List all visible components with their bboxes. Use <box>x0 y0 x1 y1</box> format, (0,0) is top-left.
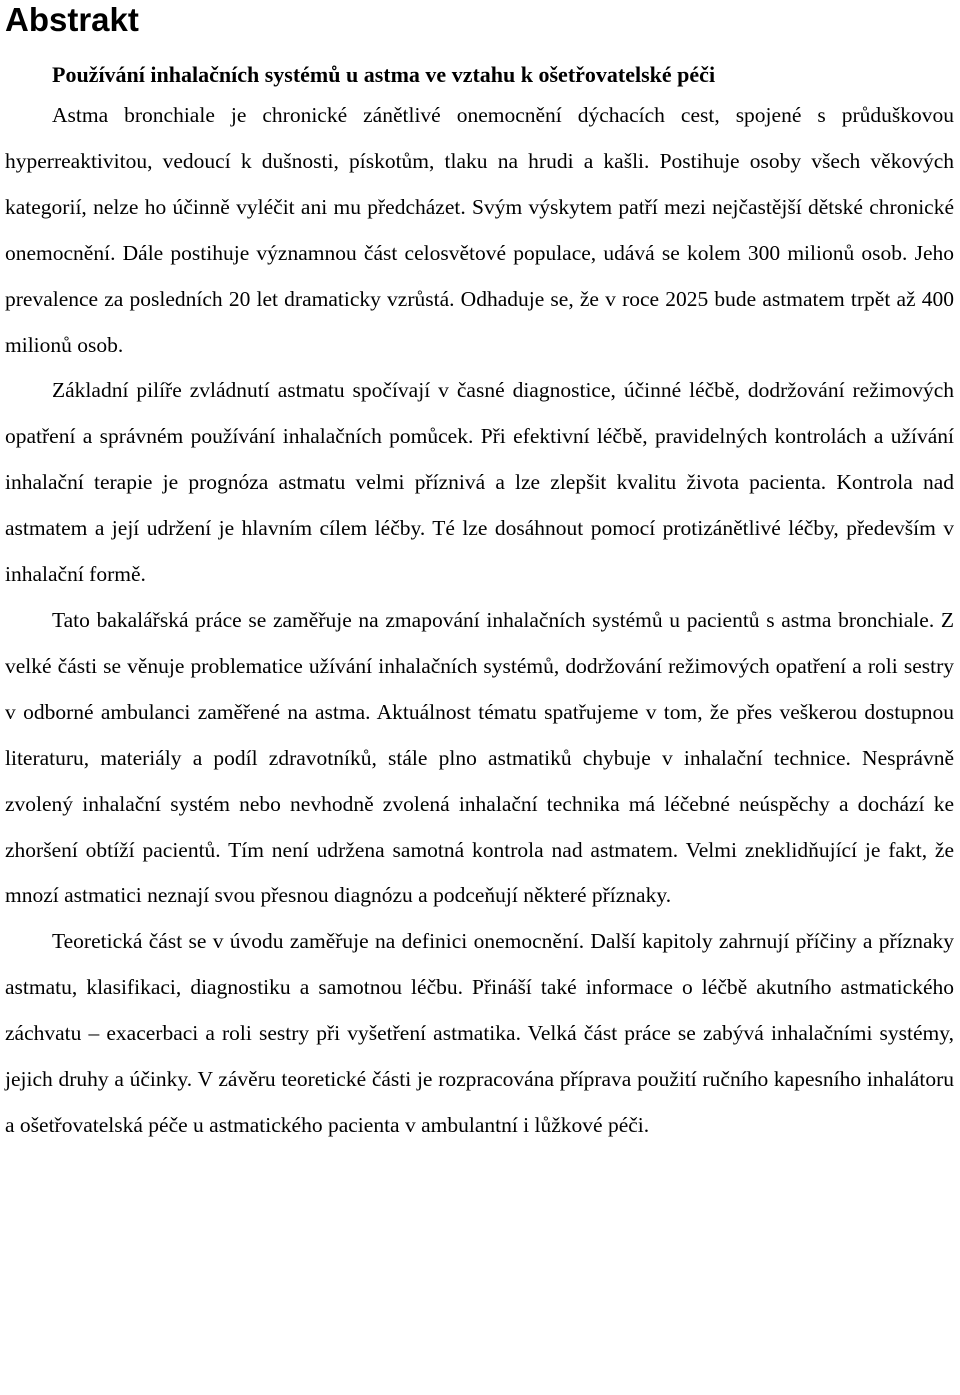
thesis-title: Používání inhalačních systémů u astma ve vztahu k ošetřovatelské péči <box>52 62 716 87</box>
page-heading: Abstrakt <box>5 1 139 38</box>
paragraph-2: Základní pilíře zvládnutí astmatu spočívají v časné diagnostice, účinné léčbě, dodržování režimových opatření a správném používání inhalačních pomůcek. Při efektivní léčbě, pravidelných kontrolách a užívání inhalační terapie je prognóza astmatu velmi příznivá a lze zlepšit kvalitu života pacienta. Kontrola nad astmatem a její udržení je hlavním cílem léčby. Té lze dosáhnout pomocí protizánětlivé léčby, především v inhalační formě. <box>5 378 954 587</box>
paragraph-3: Tato bakalářská práce se zaměřuje na zmapování inhalačních systémů u pacientů s astma bronchiale. Z velké části se věnuje problematice užívání inhalačních systémů, dodržování režimových opatření a roli sestry v odborné ambulanci zaměřené na astma. Aktuálnost tématu spatřujeme v tom, že přes veškerou dostupnou literaturu, materiály a podíl zdravotníků, stále plno astmatiků chybuje v inhalační technice. Nesprávně zvolený inhalační systém nebo nevhodně zvolená inhalační technika má léčebné neúspěchy a dochází ke zhoršení obtíží pacientů. Tím není udržena samotná kontrola nad astmatem. Velmi zneklidňující je fakt, že mnozí astmatici neznají svou přesnou diagnózu a podceňují některé příznaky. <box>5 607 954 908</box>
paragraph-1: Astma bronchiale je chronické zánětlivé onemocnění dýchacích cest, spojené s průduškovou hyperreaktivitou, vedoucí k dušnosti, pískotům, tlaku na hrudi a kašli. Postihuje osoby všech věkových kategorií, nelze ho účinně vyléčit ani mu předcházet. Svým výskytem patří mezi nejčastější dětské chronické onemocnění. Dále postihuje významnou část celosvětové populace, udává se kolem 300 milionů osob. Jeho prevalence za posledních 20 let dramaticky vzrůstá. Odhaduje se, že v roce 2025 bude astmatem trpět až 400 milionů osob. <box>5 103 954 357</box>
paragraph-4: Teoretická část se v úvodu zaměřuje na definici onemocnění. Další kapitoly zahrnují příčiny a příznaky astmatu, klasifikaci, diagnostiku a samotnou léčbu. Přináší také informace o léčbě akutního astmatického záchvatu – exacerbaci a roli sestry při vyšetření astmatika. Velká část práce se zabývá inhalačními systémy, jejich druhy a účinky. V závěru teoretické části je rozpracována příprava použití ručního kapesního inhalátoru a ošetřovatelská péče u astmatického pacienta v ambulantní i lůžkové péči. <box>5 929 954 1137</box>
